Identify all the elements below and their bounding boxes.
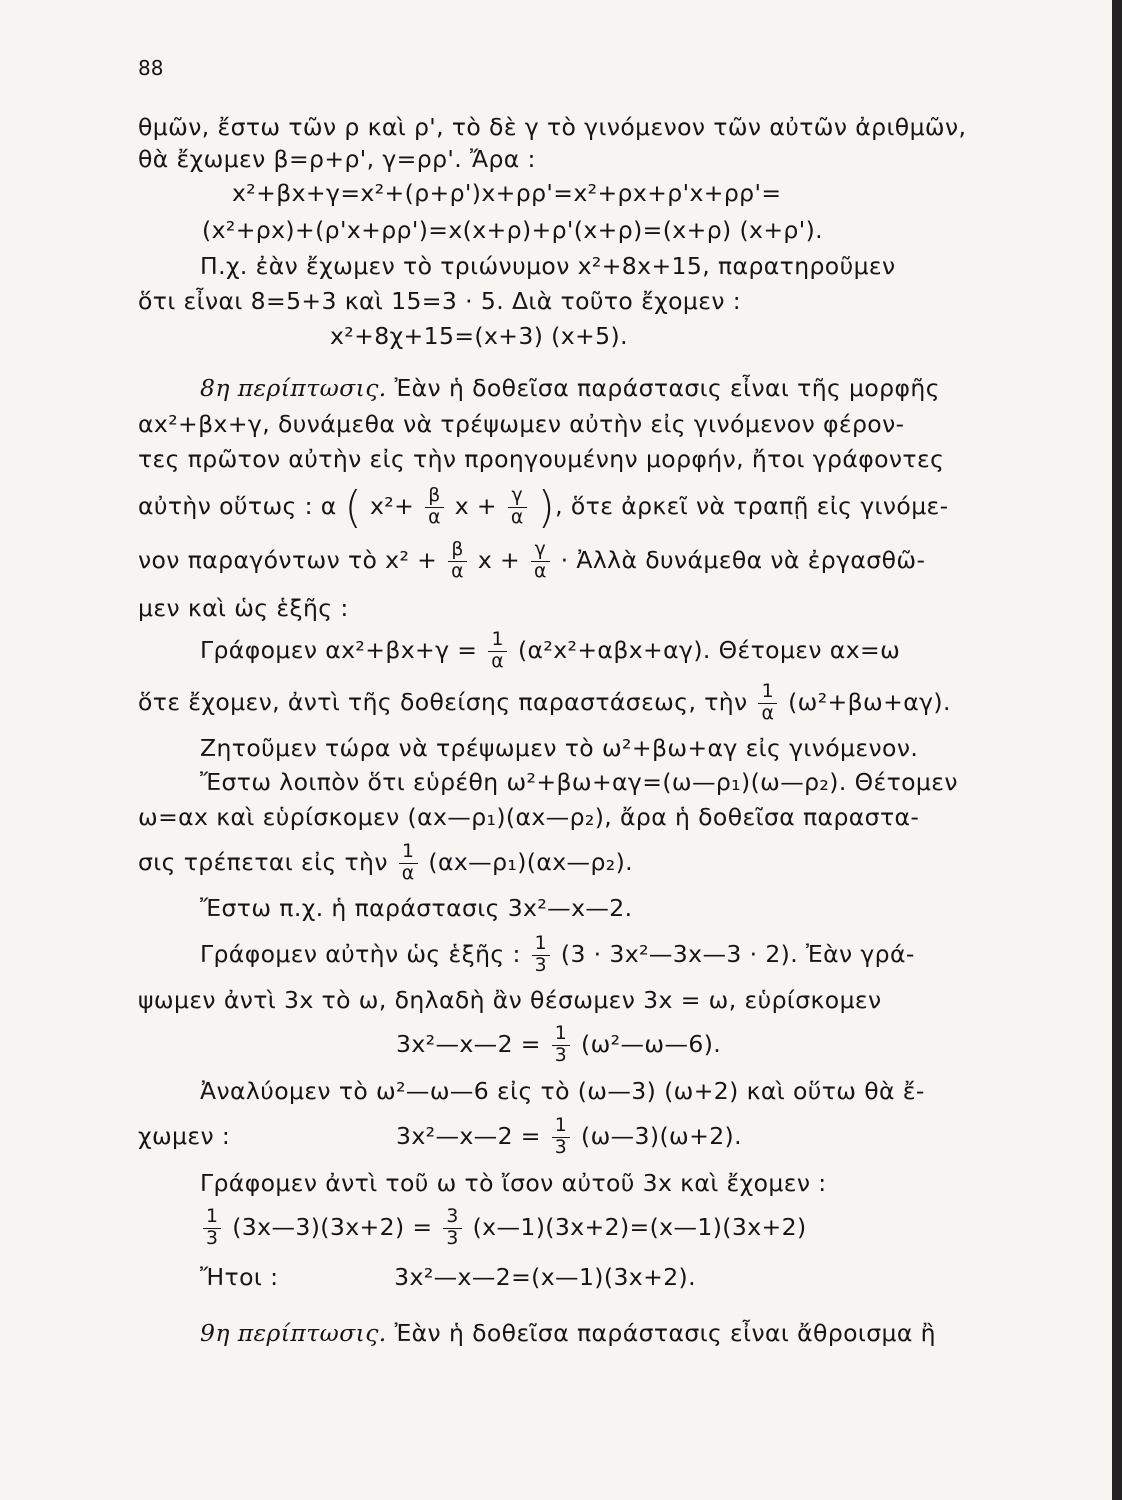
text-line-13: μεν καὶ ὡς ἑξῆς : (138, 594, 349, 622)
case-9-title: 9η περίπτωσις. (200, 1319, 387, 1347)
line-12-part-b: x + (477, 546, 521, 574)
line-15-part-b: (ω²+βω+αγ). (788, 688, 951, 716)
fraction-one-alpha-3: $\frac{1}{\alpha}$ (399, 842, 418, 885)
line-11-part-d: ὅτε ἀρκεῖ νὰ τραπῇ εἰς γινόμε- (570, 492, 949, 520)
case-8-title: 8η περίπτωσις. (200, 374, 387, 402)
case-8-heading (200, 373, 940, 403)
text-line-22: ψωμεν ἀντὶ 3x τὸ ω, δηλαδὴ ἂν θέσωμεν 3x = ω, εὑρίσκομεν (138, 986, 882, 1014)
case-9-heading (200, 1318, 936, 1348)
fraction-gamma-alpha-2: $\frac{\gamma}{\alpha}$ (531, 540, 550, 583)
fraction-one-alpha-2: $\frac{1}{\alpha}$ (758, 682, 777, 725)
line-23-part-b: (ω²—ω—6). (581, 1030, 722, 1058)
text-line-9: αx²+βx+γ, δυνάμεθα νὰ τρέψωμεν αὐτὴν εἰς γινόμενον φέρον- (138, 410, 905, 438)
text-line-16: Ζητοῦμεν τώρα νὰ τρέψωμεν τὸ ω²+βω+αγ εἰς γινόμενον. (200, 734, 919, 762)
line-11-part-a: αὐτὴν οὕτως : α (138, 492, 337, 520)
case-8-text: Ἐὰν ἡ δοθεῖσα παράστασις εἶναι τῆς μορφῆς (394, 374, 940, 402)
line-19-part-b: (αx—ρ₁)(αx—ρ₂). (428, 848, 634, 876)
fraction-one-three: $\frac{1}{3}$ (532, 934, 550, 977)
line-27-part-a: (3x—3)(3x+2) = (232, 1213, 433, 1241)
fraction-one-three-2: $\frac{1}{3}$ (552, 1024, 570, 1067)
line-25-part-c: (ω—3)(ω+2). (581, 1122, 742, 1150)
equation-line-7: x²+8χ+15=(x+3) (x+5). (330, 322, 628, 350)
text-line-10: τες πρῶτον αὐτὴν εἰς τὴν προηγουμένην μορφήν, ἤτοι γράφοντες (138, 445, 945, 473)
text-line-18: ω=αx καὶ εὑρίσκομεν (αx—ρ₁)(αx—ρ₂), ἄρα ἡ δοθεῖσα παραστα- (138, 803, 920, 831)
text-line-6: ὅτι εἶναι 8=5+3 καὶ 15=3 · 5. Διὰ τοῦτο ἔχομεν : (138, 287, 742, 315)
line-14-part-b: (α²x²+αβx+αγ). Θέτομεν αx=ω (517, 636, 901, 664)
text-line-24: Ἀναλύομεν τὸ ω²—ω—6 εἰς τὸ (ω—3) (ω+2) καὶ οὕτω θὰ ἔ- (200, 1077, 925, 1105)
line-15-part-a: ὅτε ἔχομεν, ἀντὶ τῆς δοθείσης παραστάσεως, τὴν (138, 688, 748, 716)
line-25-part-b: 3x²—x—2 = (395, 1122, 541, 1150)
equation-line-4: (x²+ρx)+(ρ'x+ρρ')=x(x+ρ)+ρ'(x+ρ)=(x+ρ) (x+ρ'). (202, 216, 824, 244)
text-line-15 (138, 680, 951, 725)
line-11-part-c: x + (454, 492, 498, 520)
fraction-gamma-alpha: $\frac{\gamma}{\alpha}$ (508, 486, 527, 529)
text-line-21 (200, 932, 915, 977)
fraction-three-three: $\frac{3}{3}$ (443, 1207, 461, 1250)
big-paren-close: ) (537, 481, 556, 533)
line-27-part-b: (x—1)(3x+2)=(x—1)(3x+2) (472, 1213, 807, 1241)
line-28-part-a: Ἤτοι : (200, 1263, 279, 1291)
line-21-part-b: (3 · 3x²—3x—3 · 2). Ἐὰν γρά- (560, 940, 915, 968)
text-line-5: Π.χ. ἐὰν ἔχωμεν τὸ τριώνυμον x²+8x+15, παρατηροῦμεν (200, 252, 896, 280)
line-12-part-c: · Ἀλλὰ δυνάμεθα νὰ ἐργασθῶ- (560, 546, 926, 574)
text-line-1: θμῶν, ἔστω τῶν ρ καὶ ρ', τὸ δὲ γ τὸ γινόμενον τῶν αὐτῶν ἀριθμῶν, (138, 113, 967, 141)
text-line-26: Γράφομεν ἀντὶ τοῦ ω τὸ ἴσον αὐτοῦ 3x καὶ ἔχομεν : (200, 1169, 827, 1197)
text-line-20: Ἔστω π.χ. ἡ παράστασις 3x²—x—2. (200, 894, 633, 922)
line-14-part-a: Γράφομεν αx²+βx+γ = (200, 636, 478, 664)
equation-line-3: x²+βx+γ=x²+(ρ+ρ')x+ρρ'=x²+ρx+ρ'x+ρρ'= (232, 179, 782, 207)
text-line-12 (138, 540, 925, 583)
equation-line-23 (396, 1022, 721, 1067)
fraction-one-alpha: $\frac{1}{\alpha}$ (488, 630, 507, 673)
text-line-28 (200, 1262, 696, 1292)
line-19-part-a: σις τρέπεται εἰς τὴν (138, 848, 388, 876)
line-28-part-b: 3x²—x—2=(x—1)(3x+2). (394, 1263, 696, 1291)
text-line-14 (200, 628, 900, 673)
text-line-19 (138, 840, 633, 885)
page-binding-edge (1112, 0, 1122, 1500)
line-23-part-a: 3x²—x—2 = (396, 1030, 541, 1058)
page-number: 88 (138, 56, 164, 80)
fraction-beta-alpha: $\frac{\beta}{\alpha}$ (425, 486, 444, 529)
line-25-part-a: χωμεν : (138, 1122, 231, 1150)
line-12-part-a: νον παραγόντων τὸ x² + (138, 546, 438, 574)
line-21-part-a: Γράφομεν αὐτὴν ὡς ἑξῆς : (200, 940, 521, 968)
fraction-one-three-3: $\frac{1}{3}$ (552, 1116, 570, 1159)
text-line-17: Ἔστω λοιπὸν ὅτι εὑρέθη ω²+βω+αγ=(ω—ρ₁)(ω—ρ₂). Θέτομεν (200, 768, 958, 796)
case-9-text: Ἐὰν ἡ δοθεῖσα παράστασις εἶναι ἄθροισμα ἢ (394, 1319, 936, 1347)
equation-line-27 (200, 1205, 807, 1250)
fraction-beta-alpha-2: $\frac{\beta}{\alpha}$ (448, 540, 467, 583)
text-line-2: θὰ ἔχωμεν β=ρ+ρ', γ=ρρ'. Ἄρα : (138, 145, 536, 173)
fraction-one-three-4: $\frac{1}{3}$ (203, 1207, 221, 1250)
text-line-25 (138, 1114, 742, 1159)
line-11-part-b: x²+ (370, 492, 415, 520)
big-paren-open: ( (344, 481, 363, 533)
text-line-11: αὐτὴν οὕτως : α ( x²+ $\frac{\beta}{\alpha}$ x + $\frac{\gamma}{\alpha}$ ), ὅτε ἀρκεῖ νὰ τραπῇ εἰς γινόμε- (138, 481, 949, 533)
